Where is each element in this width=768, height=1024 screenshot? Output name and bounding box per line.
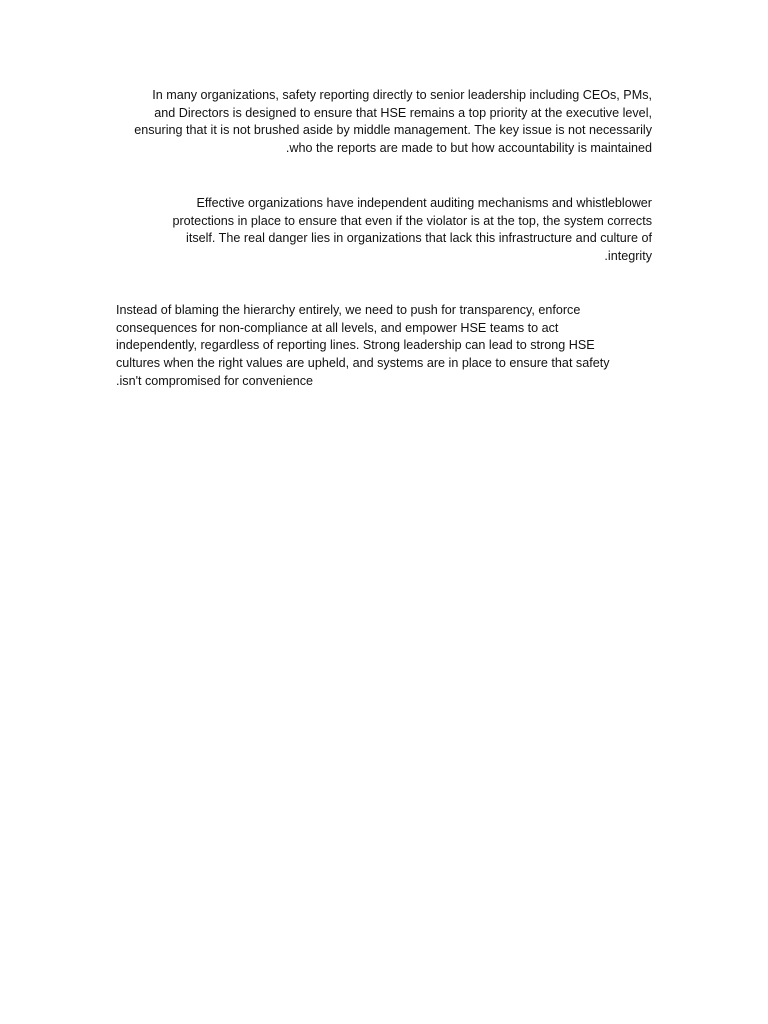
paragraph-line: ensuring that it is not brushed aside by middle management. The key issue is not necessarily (134, 123, 652, 138)
paragraph-line: In many organizations, safety reporting directly to senior leadership including CEOs, PMs, (152, 88, 652, 102)
paragraph-auditing (116, 195, 652, 266)
paragraph-line: independently, regardless of reporting lines. Strong leadership can lead to strong HSE (116, 338, 595, 353)
paragraph-line: consequences for non-compliance at all levels, and empower HSE teams to act (116, 320, 559, 335)
paragraph-line: and Directors is designed to ensure that HSE remains a top priority at the executive level, (154, 105, 652, 120)
paragraph-line: .integrity (604, 249, 652, 264)
paragraph-line: .who the reports are made to but how accountability is maintained (285, 141, 652, 156)
paragraph-line: protections in place to ensure that even if the violator is at the top, the system corrects (172, 213, 652, 228)
paragraph-line: itself. The real danger lies in organizations that lack this infrastructure and culture of (186, 231, 652, 246)
paragraph-line: .isn't compromised for convenience (116, 373, 313, 388)
paragraph-transparency (116, 302, 652, 391)
paragraph-accountability (116, 87, 652, 158)
paragraph-line: Instead of blaming the hierarchy entirely, we need to push for transparency, enforce (116, 303, 581, 317)
paragraph-line: Effective organizations have independent auditing mechanisms and whistleblower (196, 196, 652, 210)
paragraph-line: cultures when the right values are upheld, and systems are in place to ensure that safety (116, 356, 610, 371)
